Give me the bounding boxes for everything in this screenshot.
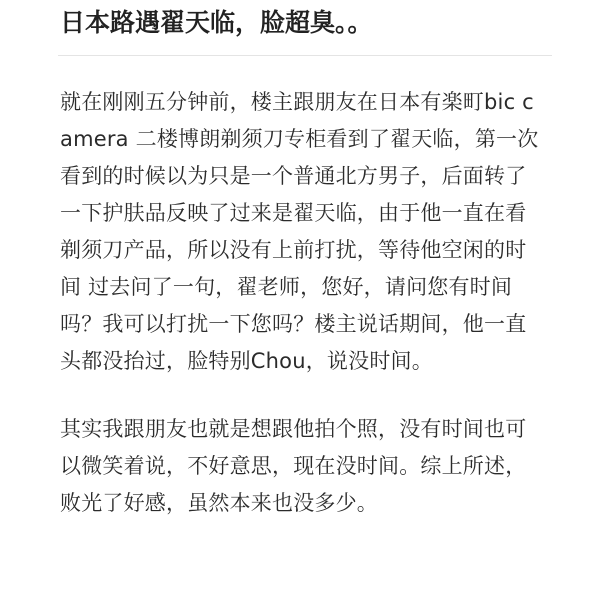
paragraph-1: 就在刚刚五分钟前，楼主跟朋友在日本有楽町bic camera 二楼博朗剃须刀专柜看到了翟天临，第一次看到的时候以为只是一个普通北方男子，后面转了一下护肤品反映了过来是翟天临，由于他一直在看剃须刀产品，所以没有上前打扰，等待他空闲的时间 过去问了一句，翟老师，您好，请问您有时间吗？我可以打扰一下您吗？楼主说话期间，他一直头都没抬过，脸特别Chou，说没时间。 <box>60 90 539 373</box>
paragraph-2: 其实我跟朋友也就是想跟他拍个照，没有时间也可以微笑着说，不好意思，现在没时间。综上所述，败光了好感，虽然本来也没多少。 <box>60 417 527 515</box>
title-divider <box>58 55 552 56</box>
post-title: 日本路遇翟天临，脸超臭。。 <box>60 8 373 37</box>
post-body <box>60 84 546 522</box>
